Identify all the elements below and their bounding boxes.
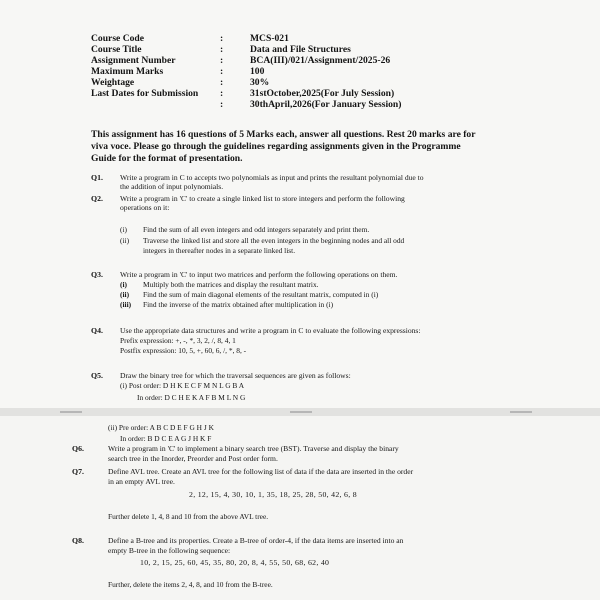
question-text: empty B-tree in the following sequence: <box>108 546 231 555</box>
question-number: Q7. <box>72 467 84 476</box>
question-number: Q2. <box>91 194 103 203</box>
header-sep: : <box>220 55 224 66</box>
item-marker: (iii) <box>120 300 132 309</box>
question-number: Q5. <box>91 371 103 380</box>
question-text: operations on it: <box>120 203 170 212</box>
item-text: Multiply both the matrices and display the resultant matrix. <box>143 280 319 289</box>
header-sep: : <box>220 44 224 55</box>
in-order-sequence: In order: B D C E A G J H K F <box>120 434 212 443</box>
question-text: Write a program in 'C' to create a single linked list to store integers and perform the following <box>120 194 405 203</box>
header-label: Assignment Number <box>91 55 176 66</box>
btree-data-sequence: 10, 2, 15, 25, 60, 45, 35, 80, 20, 8, 4, 55, 50, 68, 62, 40 <box>140 558 330 567</box>
item-marker: (i) <box>120 280 127 289</box>
divider-mark-center <box>290 411 312 413</box>
item-marker: (ii) <box>120 236 130 245</box>
instructions-line: Guide for the format of presentation. <box>91 153 243 164</box>
header-sep: : <box>220 99 224 110</box>
header-sep: : <box>220 33 224 44</box>
prefix-expression: Prefix expression: +, -, *, 3, 2, /, 8, 4, 1 <box>120 336 236 345</box>
header-label: Course Title <box>91 44 142 55</box>
avl-data-sequence: 2, 12, 15, 4, 30, 10, 1, 35, 18, 25, 28, 50, 42, 6, 8 <box>189 490 357 499</box>
assignment-number-value: BCA(III)/021/Assignment/2025-26 <box>250 55 391 66</box>
header-label: Course Code <box>91 33 145 44</box>
header-label: Last Dates for Submission <box>91 88 199 99</box>
btree-delete-instruction: Further, delete the items 2, 4, 8, and 10 from the B-tree. <box>108 580 273 589</box>
course-title-value: Data and File Structures <box>250 44 351 55</box>
pre-order-sequence: (ii) Pre order: A B C D E F G H J K <box>108 423 214 432</box>
question-text: the addition of input polynomials. <box>120 182 224 191</box>
item-marker: (ii) <box>120 290 130 299</box>
last-date-january-value: 30thApril,2026(For January Session) <box>250 99 402 110</box>
question-text: Draw the binary tree for which the traversal sequences are given as follows: <box>120 371 351 380</box>
question-text: Define a B-tree and its properties. Create a B-tree of order-4, if the data items are inserted into an <box>108 536 404 545</box>
question-text: Define AVL tree. Create an AVL tree for the following list of data if the data are inserted in the order <box>108 467 414 476</box>
item-text: Traverse the linked list and store all the even integers in the beginning nodes and all odd <box>143 236 405 245</box>
question-number: Q1. <box>91 173 103 182</box>
maximum-marks-value: 100 <box>250 66 265 77</box>
item-text: integers in thereafter nodes in a separate linked list. <box>143 246 296 255</box>
divider-mark-left <box>60 411 82 413</box>
question-number: Q4. <box>91 326 103 335</box>
weightage-value: 30% <box>250 77 270 88</box>
question-text: Write a program in 'C' to implement a binary search tree (BST). Traverse and display the binary <box>108 444 399 453</box>
item-marker: (i) <box>120 225 127 234</box>
instructions-line: viva voce. Please go through the guidelines regarding assignments given in the Programme <box>91 141 461 152</box>
question-text: Write a program in C to accepts two polynomials as input and prints the resultant polynomial due to <box>120 173 424 182</box>
header-sep: : <box>220 88 224 99</box>
header-label: Maximum Marks <box>91 66 164 77</box>
last-date-july-value: 31stOctober,2025(For July Session) <box>250 88 395 99</box>
header-sep: : <box>220 77 224 88</box>
course-code-value: MCS-021 <box>250 33 289 44</box>
post-order-sequence: (i) Post order: D H K E C F M N L G B A <box>120 381 245 390</box>
postfix-expression: Postfix expression: 10, 5, +, 60, 6, /, *, 8, - <box>120 346 247 355</box>
question-text: Use the appropriate data structures and write a program in C to evaluate the following expressions: <box>120 326 421 335</box>
question-text: in an empty AVL tree. <box>108 477 175 486</box>
header-label: Weightage <box>91 77 135 88</box>
item-text: Find the sum of main diagonal elements of the resultant matrix, computed in (i) <box>143 290 379 299</box>
question-text: Write a program in 'C' to input two matrices and perform the following operations on them. <box>120 270 398 279</box>
question-text: search tree in the Inorder, Preorder and Post order form. <box>108 454 278 463</box>
instructions-line: This assignment has 16 questions of 5 Marks each, answer all questions. Rest 20 marks are for <box>91 129 476 140</box>
in-order-sequence: In order: D C H E K A F B M L N G <box>137 393 246 402</box>
divider-mark-right <box>510 411 532 413</box>
avl-delete-instruction: Further delete 1, 4, 8 and 10 from the above AVL tree. <box>108 512 269 521</box>
question-number: Q6. <box>72 444 84 453</box>
item-text: Find the sum of all even integers and odd integers separately and print them. <box>143 225 370 234</box>
question-number: Q3. <box>91 270 103 279</box>
header-sep: : <box>220 66 224 77</box>
item-text: Find the inverse of the matrix obtained after multiplication in (i) <box>143 300 334 309</box>
question-number: Q8. <box>72 536 84 545</box>
